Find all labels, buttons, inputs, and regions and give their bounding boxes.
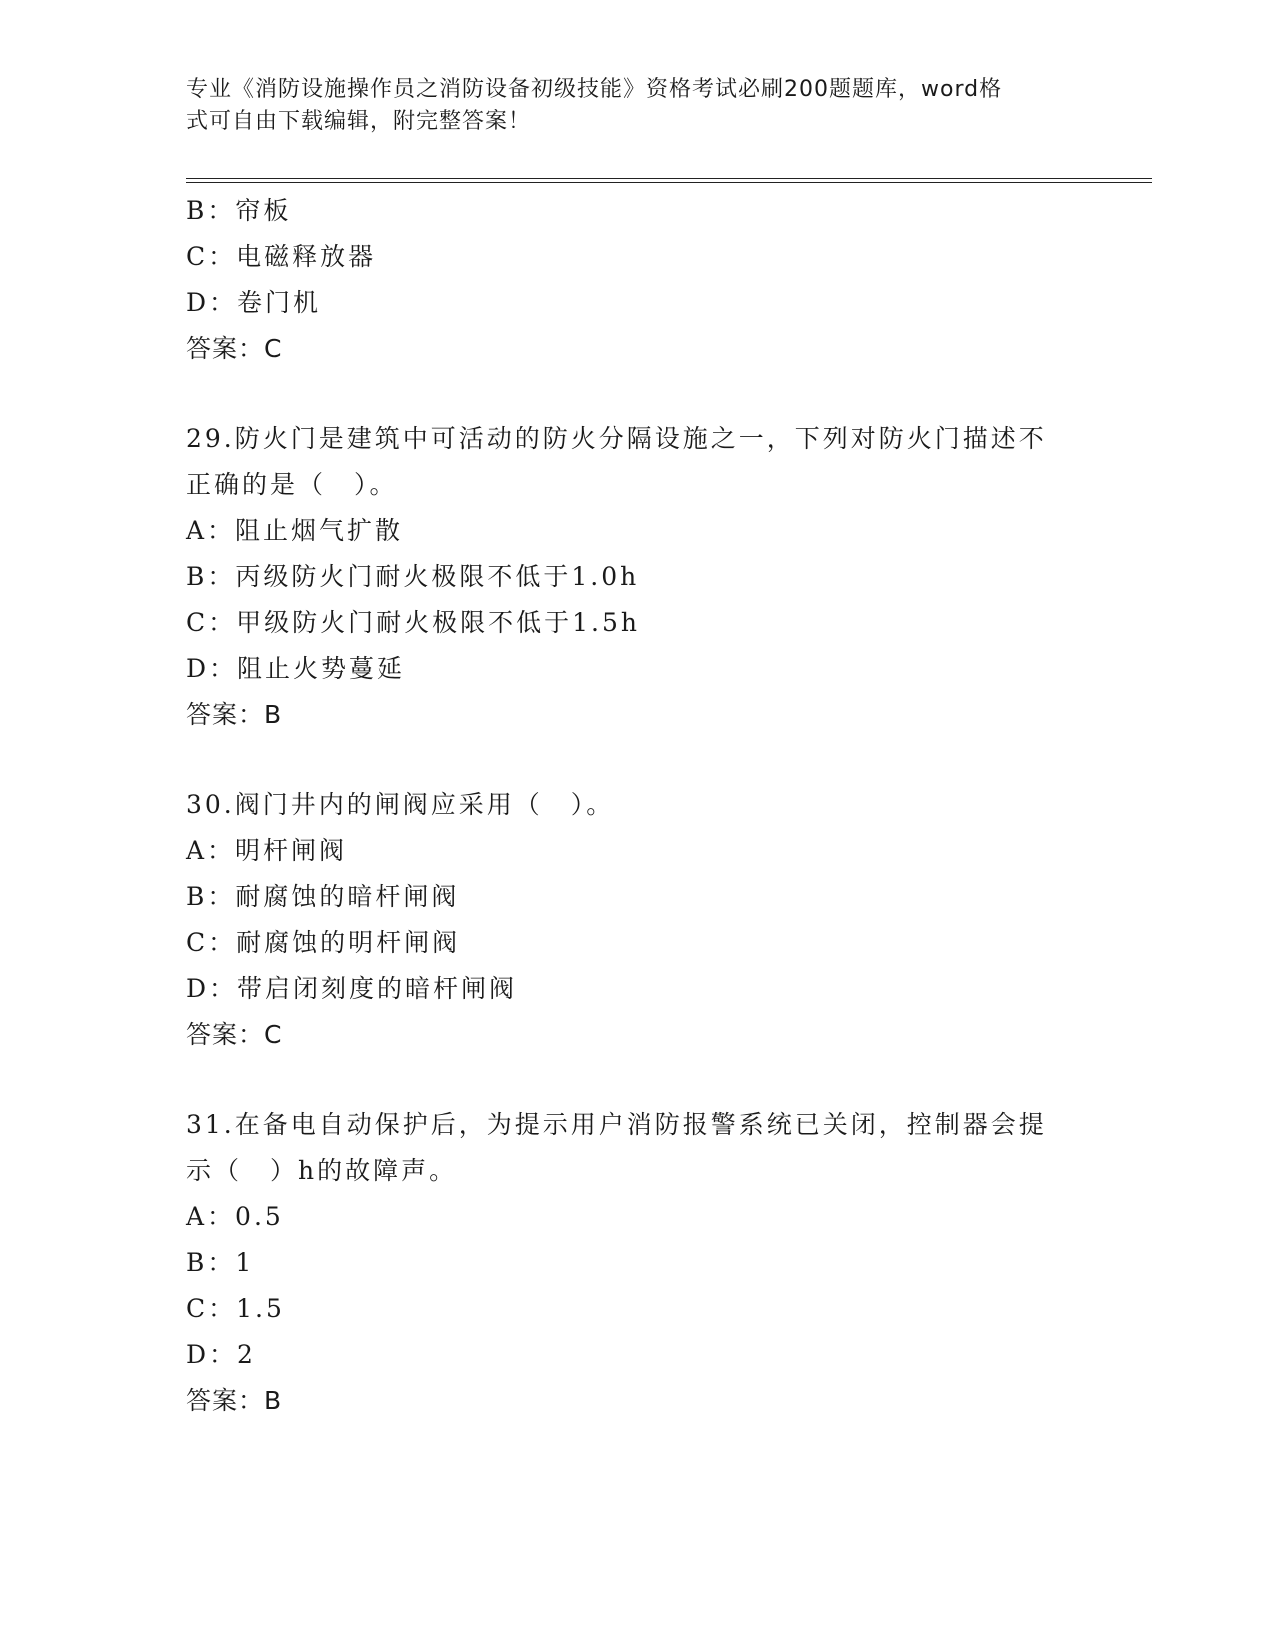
option-b: B：帘板 bbox=[186, 196, 292, 225]
spacer bbox=[186, 372, 1106, 416]
document-header bbox=[186, 74, 1086, 138]
header-line-2: 式可自由下载编辑，附完整答案！ bbox=[186, 109, 532, 134]
option-a: A：0.5 bbox=[186, 1202, 284, 1231]
spacer bbox=[186, 1058, 1106, 1102]
option-d: D：阻止火势蔓延 bbox=[186, 654, 406, 683]
header-line-1: 专业《消防设施操作员之消防设备初级技能》资格考试必刷200题题库，word格 bbox=[186, 77, 1003, 102]
option-b: B：耐腐蚀的暗杆闸阀 bbox=[186, 882, 460, 911]
spacer bbox=[186, 738, 1106, 782]
option-d: D：2 bbox=[186, 1340, 256, 1369]
question-28-partial bbox=[186, 188, 1106, 372]
option-b: B：丙级防火门耐火极限不低于1.0h bbox=[186, 562, 640, 591]
question-stem-line-1: 29.防火门是建筑中可活动的防火分隔设施之一，下列对防火门描述不 bbox=[186, 424, 1047, 453]
question-30 bbox=[186, 782, 1106, 1058]
option-a: A：明杆闸阀 bbox=[186, 836, 348, 865]
header-divider-top bbox=[186, 178, 1152, 179]
option-c: C：耐腐蚀的明杆闸阀 bbox=[186, 928, 461, 957]
option-c: C：1.5 bbox=[186, 1294, 285, 1323]
option-b: B：1 bbox=[186, 1248, 255, 1277]
question-stem-line-1: 31.在备电自动保护后，为提示用户消防报警系统已关闭，控制器会提 bbox=[186, 1110, 1047, 1139]
question-stem-line-2: 示（ ）h的故障声。 bbox=[186, 1156, 458, 1185]
option-c: C：电磁释放器 bbox=[186, 242, 377, 271]
answer-line: 答案：C bbox=[186, 1020, 283, 1049]
option-c: C：甲级防火门耐火极限不低于1.5h bbox=[186, 608, 640, 637]
question-29 bbox=[186, 416, 1106, 738]
option-d: D：带启闭刻度的暗杆闸阀 bbox=[186, 974, 518, 1003]
answer-line: 答案：B bbox=[186, 700, 283, 729]
option-a: A：阻止烟气扩散 bbox=[186, 516, 404, 545]
question-stem-line-1: 30.阀门井内的闸阀应采用（ ）。 bbox=[186, 790, 615, 819]
question-list bbox=[186, 188, 1106, 1424]
option-d: D：卷门机 bbox=[186, 288, 322, 317]
header-divider-bottom bbox=[186, 182, 1152, 183]
question-31 bbox=[186, 1102, 1106, 1424]
answer-line: 答案：B bbox=[186, 1386, 283, 1415]
question-stem-line-2: 正确的是（ ）。 bbox=[186, 470, 398, 499]
answer-line: 答案：C bbox=[186, 334, 283, 363]
